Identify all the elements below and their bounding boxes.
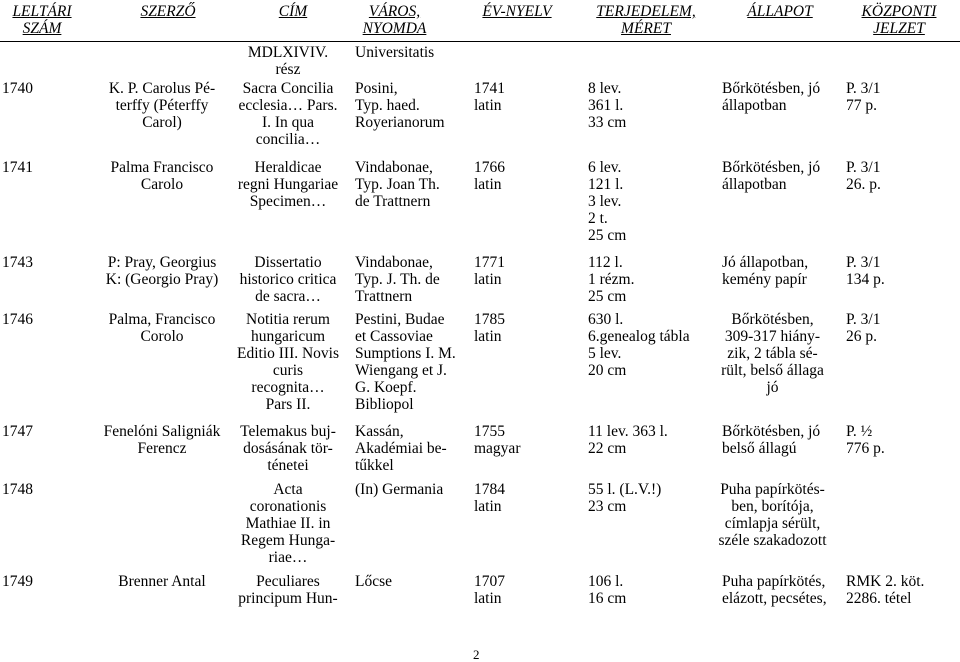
cell-ev-nyelv: 1771 latin: [474, 254, 505, 288]
cell-allapot: Bőrkötésben, jó belső állagú: [722, 423, 821, 457]
page-number: 2: [473, 647, 480, 662]
cell-leltari-szam: 1743: [2, 254, 33, 271]
cell-leltari-szam: 1740: [2, 80, 33, 97]
header-kozponti-jelzet: KÖZPONTI JELZET: [861, 3, 937, 37]
cell-allapot: Bőrkötésben, 309-317 hiány- zik, 2 tábla sé- rült, belső állaga jó: [721, 311, 824, 396]
header-ev-nyelv: ÉV-NYELV: [482, 3, 552, 20]
cell-ev-nyelv: 1741 latin: [474, 80, 505, 114]
cell-allapot: Jó állapotban, kemény papír: [722, 254, 809, 288]
cell-terjedelem: 6 lev. 121 l. 3 lev. 2 t. 25 cm: [588, 159, 627, 244]
cell-szerzo: Palma, Francisco Corolo: [108, 311, 216, 345]
header-allapot: ÁLLAPOT: [747, 3, 813, 20]
carryover-varos: Universitatis: [355, 44, 435, 61]
cell-ev-nyelv: 1707 latin: [474, 573, 505, 607]
cell-szerzo: P: Pray, Georgius K: (Georgio Pray): [105, 254, 219, 288]
header-varos-nyomda: VÁROS, NYOMDA: [362, 3, 427, 37]
cell-leltari-szam: 1748: [2, 481, 33, 498]
cell-cim: Telemakus buj- dosásának tör- ténetei: [240, 423, 336, 474]
cell-szerzo: Fenelóni Saligniák Ferencz: [103, 423, 221, 457]
cell-ev-nyelv: 1755 magyar: [474, 423, 521, 457]
cell-terjedelem: 8 lev. 361 l. 33 cm: [588, 80, 627, 131]
cell-jelzet: P. 3/1 77 p.: [846, 80, 881, 114]
cell-cim: Peculiares principum Hun-: [238, 573, 338, 607]
cell-ev-nyelv: 1766 latin: [474, 159, 505, 193]
cell-varos: Vindabonae, Typ. J. Th. de Trattnern: [355, 254, 440, 305]
cell-terjedelem: 112 l. 1 rézm. 25 cm: [588, 254, 635, 305]
cell-cim: Notitia rerum hungaricum Editio III. Novis curis recognita… Pars II.: [236, 311, 340, 413]
carryover-cim: MDLXIVIV. rész: [247, 44, 329, 78]
cell-varos: Posini, Typ. haed. Royerianorum: [355, 80, 445, 131]
cell-varos: Vindabonae, Typ. Joan Th. de Trattnern: [355, 159, 440, 210]
cell-varos: Pestini, Budae et Cassoviae Sumptions I. M. Wiengang et J. G. Koepf. Bibliopol: [355, 311, 456, 413]
cell-terjedelem: 630 l. 6.genealog tábla 5 lev. 20 cm: [588, 311, 690, 379]
cell-cim: Dissertatio historico critica de sacra…: [239, 254, 337, 305]
cell-jelzet: P. ½ 776 p.: [846, 423, 885, 457]
cell-allapot: Puha papírkötés, elázott, pecsétes,: [722, 573, 827, 607]
cell-ev-nyelv: 1785 latin: [474, 311, 505, 345]
cell-jelzet: P. 3/1 134 p.: [846, 254, 885, 288]
cell-szerzo: K. P. Carolus Pé- terffy (Péterffy Carol): [108, 80, 216, 131]
cell-varos: Kassán, Akadémiai be- tűkkel: [355, 423, 447, 474]
cell-allapot: Bőrkötésben, jó állapotban: [722, 80, 821, 114]
cell-leltari-szam: 1741: [2, 159, 33, 176]
cell-szerzo: Brenner Antal: [118, 573, 206, 590]
header-cim: CÍM: [278, 3, 308, 20]
header-szerzo: SZERZŐ: [140, 3, 196, 20]
cell-allapot: Bőrkötésben, jó állapotban: [722, 159, 821, 193]
cell-leltari-szam: 1749: [2, 573, 33, 590]
header-terjedelem-meret: TERJEDELEM, MÉRET: [596, 3, 696, 37]
cell-leltari-szam: 1746: [2, 311, 33, 328]
cell-terjedelem: 55 l. (L.V.!) 23 cm: [588, 481, 662, 515]
cell-jelzet: RMK 2. köt. 2286. tétel: [846, 573, 925, 607]
cell-varos: (In) Germania: [355, 481, 444, 498]
cell-ev-nyelv: 1784 latin: [474, 481, 505, 515]
cell-cim: Acta coronationis Mathiae II. in Regem Hunga- riae…: [240, 481, 336, 566]
cell-terjedelem: 11 lev. 363 l. 22 cm: [588, 423, 668, 457]
cell-varos: Lőcse: [355, 573, 393, 590]
cell-leltari-szam: 1747: [2, 423, 33, 440]
header-leltari-szam: LELTÁRI SZÁM: [12, 3, 72, 37]
cell-jelzet: P. 3/1 26. p.: [846, 159, 881, 193]
cell-terjedelem: 106 l. 16 cm: [588, 573, 627, 607]
header-divider: [0, 41, 960, 42]
cell-allapot: Puha papírkötés- ben, borítója, címlapja sérült, széle szakadozott: [718, 481, 827, 549]
cell-cim: Sacra Concilia ecclesia… Pars. I. In qua concilia…: [238, 80, 338, 148]
cell-cim: Heraldicae regni Hungariae Specimen…: [237, 159, 339, 210]
cell-szerzo: Palma Francisco Carolo: [110, 159, 214, 193]
cell-jelzet: P. 3/1 26 p.: [846, 311, 881, 345]
